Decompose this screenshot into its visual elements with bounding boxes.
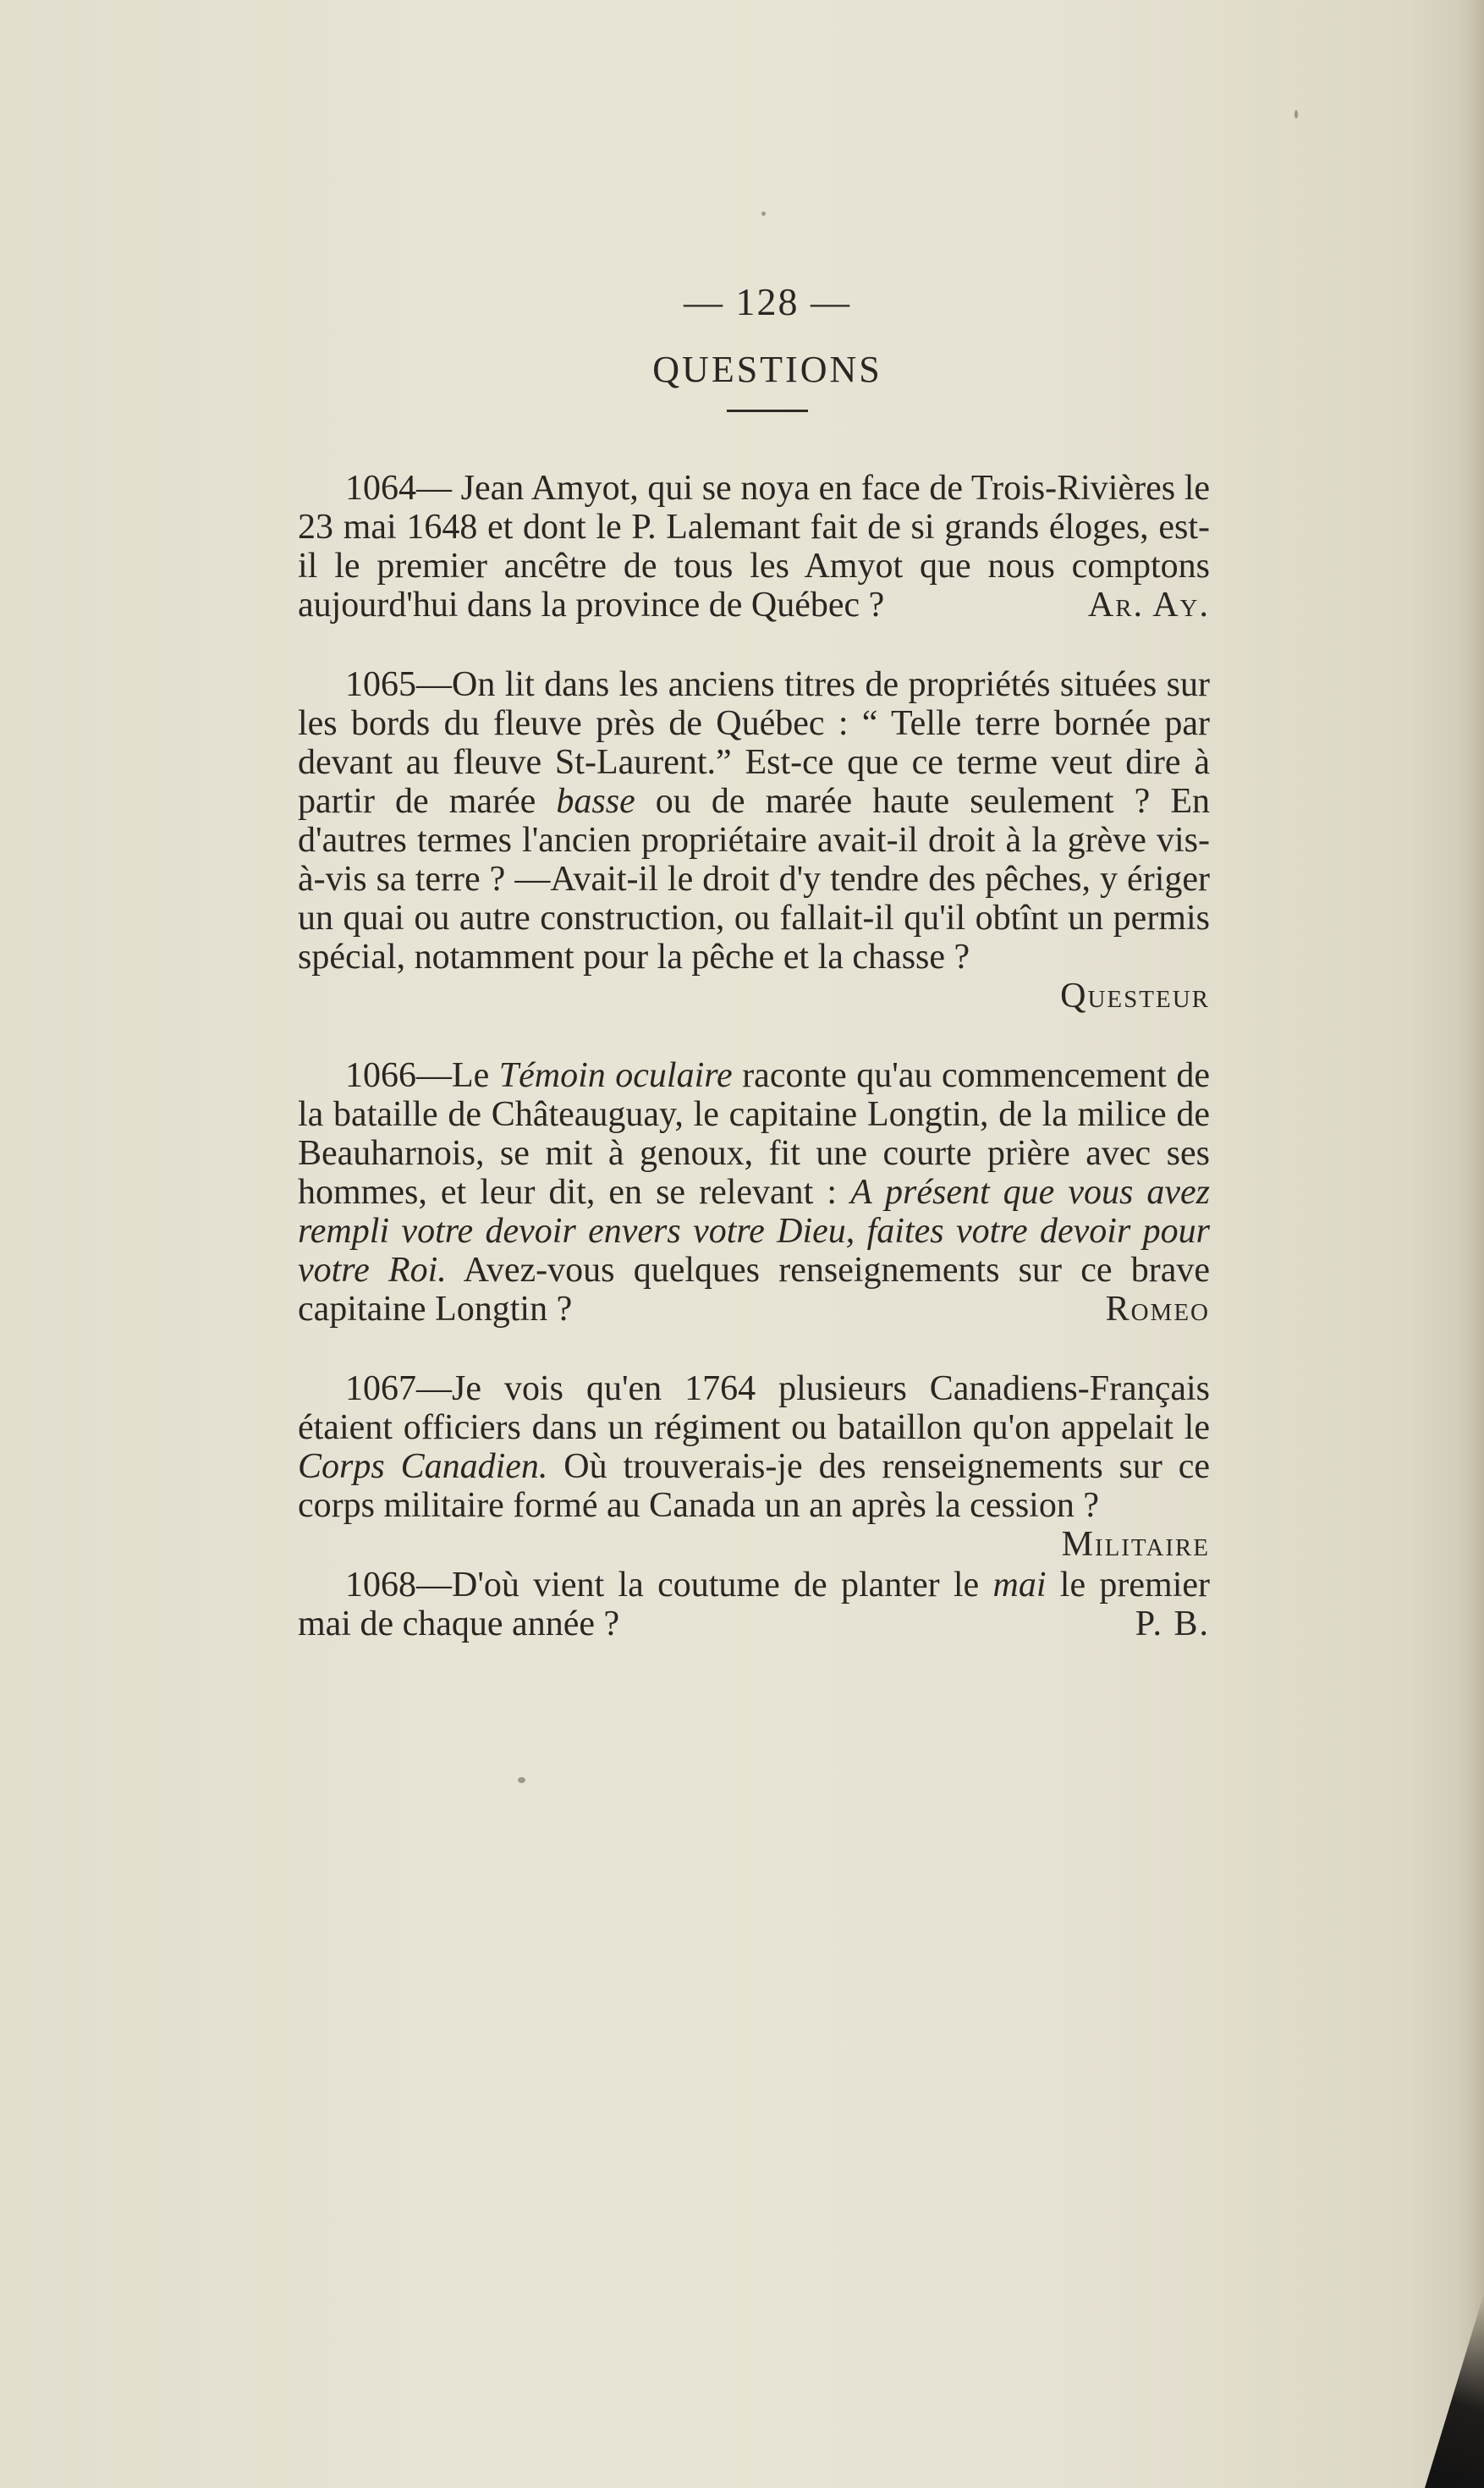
question-text: Jean Amyot, qui se noya en face de Trois-Rivières le 23 mai 1648 et dont le P. Lalemant fait de si grands éloges, est-il le premier ancêtre de tous les Amyot que nous comptons aujourd'hui dans la province de Québec ? (298, 469, 1211, 625)
page-header (0, 279, 1484, 412)
question-text: le premier mai de chaque année ? (298, 1566, 1210, 1643)
question-1066 (298, 1056, 1210, 1329)
question-number: 1068— (345, 1566, 452, 1605)
question-text: Je vois qu'en 1764 plusieurs Canadiens-Français étaient officiers dans un régiment ou bataillon qu'on appelait le (298, 1369, 1210, 1447)
question-signature: Romeo (1105, 1290, 1210, 1329)
question-number: 1066— (345, 1056, 452, 1095)
paper-speck (761, 212, 766, 216)
question-signature: Questeur (1060, 977, 1210, 1016)
question-number: 1065— (345, 665, 452, 704)
question-italic-text: A présent que vous avez rempli votre devoir envers votre Dieu, faites votre devoir pour votre Roi. (298, 1173, 1210, 1290)
question-1064 (298, 469, 1210, 625)
question-number: 1067— (345, 1369, 452, 1408)
questions-list (298, 433, 1210, 1684)
question-italic-text: mai (992, 1566, 1047, 1605)
paper-speck (518, 1777, 525, 1783)
question-number: 1064— (345, 469, 452, 508)
question-signature: Ar. Ay. (1087, 586, 1210, 625)
question-1068 (298, 1566, 1210, 1643)
question-italic-text: basse (556, 782, 635, 821)
question-signature: P. B. (1135, 1605, 1210, 1643)
section-title: QUESTIONS (652, 349, 882, 390)
page-number: — 128 — (684, 280, 851, 323)
question-text: Avez-vous quelques renseignements sur ce brave capitaine Longtin ? (298, 1251, 1210, 1329)
question-text: D'où vient la coutume de planter le (452, 1566, 993, 1605)
question-text: ou de marée haute seulement ? En d'autres termes l'ancien propriétaire avait-il droit à la grève vis-à-vis sa terre ? —Avait-il le droit d'y tendre des pêches, y ériger un quai ou autre construction, ou fallait-il qu'il obtînt un permis spécial, notamment pour la pêche et la chasse ? (298, 782, 1210, 977)
question-signature: Militaire (1061, 1525, 1210, 1564)
title-rule (727, 410, 808, 412)
question-italic-text: Corps Canadien. (298, 1447, 548, 1486)
question-text: On lit dans les anciens titres de propriétés situées sur les bords du fleuve près de Québec : “ Telle terre bornée par devant au fleuve St-Laurent.” Est-ce que ce terme veut dire à partir de marée (298, 665, 1210, 821)
paper-speck (1294, 110, 1298, 118)
question-text: raconte qu'au commencement de la bataille de Châteauguay, le capitaine Longtin, de la milice de Beauharnois, se mit à genoux, fit une courte prière avec ses hommes, et leur dit, en se relevant : (298, 1056, 1210, 1212)
question-text: Où trouverais-je des renseignements sur ce corps militaire formé au Canada un an après la cession ? (298, 1447, 1211, 1525)
question-italic-text: Témoin oculaire (498, 1056, 733, 1095)
question-text: Le (452, 1056, 499, 1095)
question-1065 (298, 665, 1210, 1016)
question-1067 (298, 1369, 1211, 1564)
corner-shadow (1425, 2293, 1484, 2488)
